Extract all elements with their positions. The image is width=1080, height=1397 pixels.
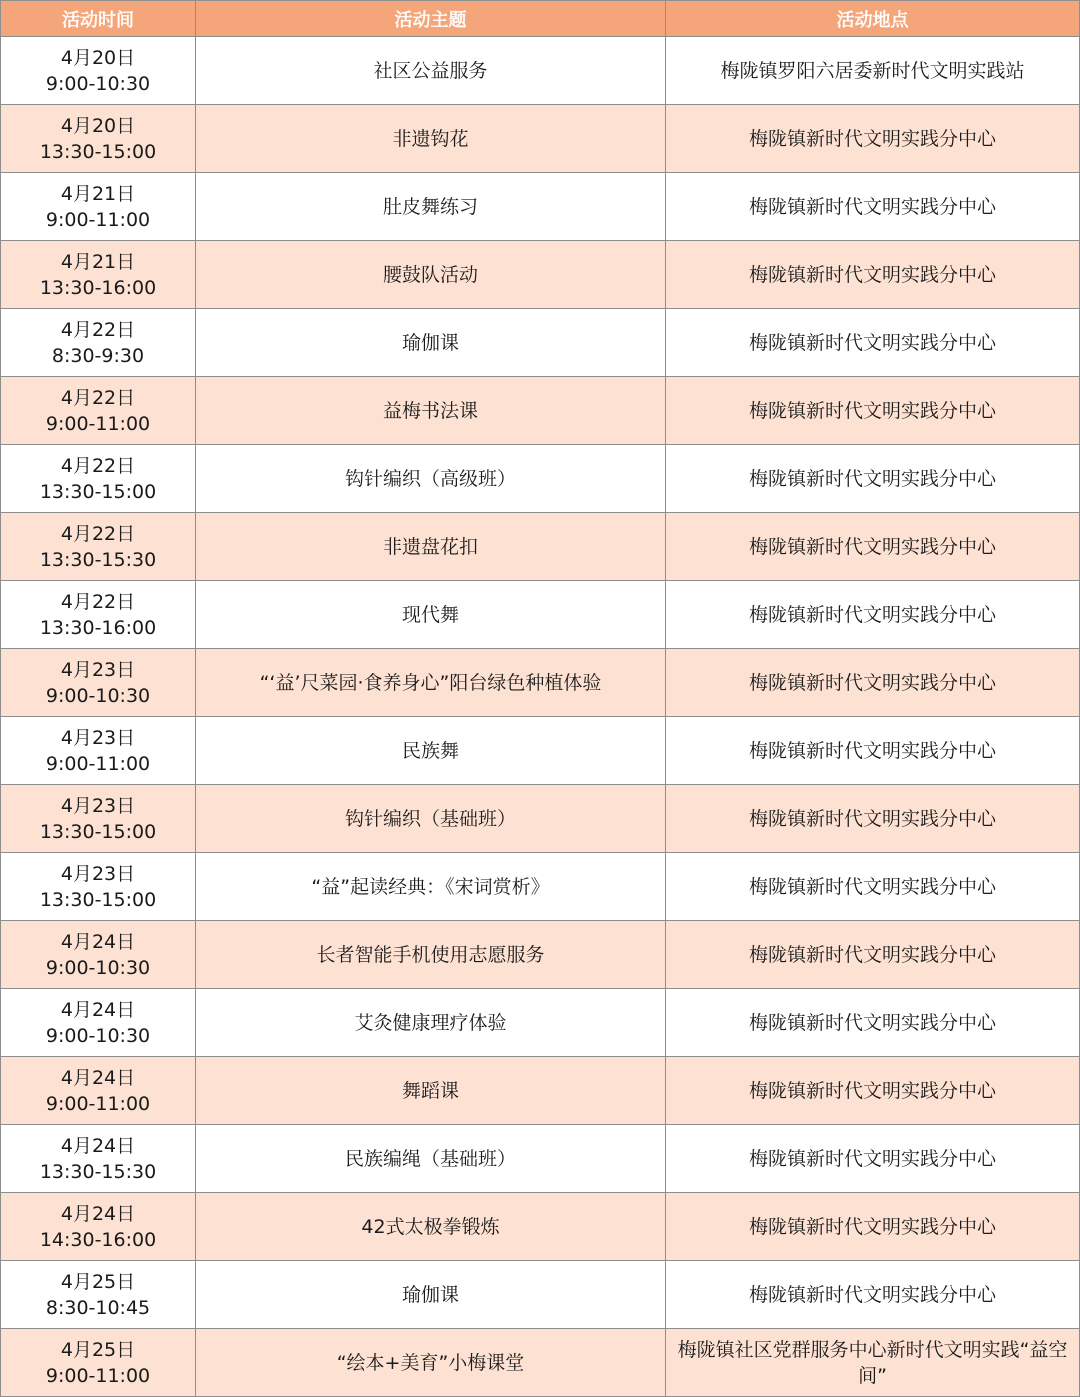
cell-place: 梅陇镇新时代文明实践分中心: [666, 921, 1080, 989]
cell-place: 梅陇镇新时代文明实践分中心: [666, 581, 1080, 649]
cell-topic: 舞蹈课: [196, 1057, 666, 1125]
cell-time: [1, 1125, 196, 1193]
cell-place: 梅陇镇新时代文明实践分中心: [666, 309, 1080, 377]
cell-topic: “益”起读经典：《宋词赏析》: [196, 853, 666, 921]
activity-date: 4月24日: [60, 930, 136, 953]
activity-date: 4月22日: [60, 590, 136, 613]
cell-topic: 42式太极拳锻炼: [196, 1193, 666, 1261]
cell-time: [1, 105, 196, 173]
activity-time-range: 13:30-15:30: [39, 548, 157, 571]
table-row: [1, 989, 1080, 1057]
cell-place: 梅陇镇新时代文明实践分中心: [666, 105, 1080, 173]
table-row: [1, 1329, 1080, 1397]
activity-time-range: 8:30-9:30: [51, 344, 145, 367]
table-row: [1, 1261, 1080, 1329]
activity-time-range: 9:00-11:00: [45, 1364, 151, 1387]
table-row: [1, 921, 1080, 989]
cell-topic: 瑜伽课: [196, 1261, 666, 1329]
cell-topic: 钩针编织（基础班）: [196, 785, 666, 853]
cell-topic: 民族编绳（基础班）: [196, 1125, 666, 1193]
cell-place: 梅陇镇新时代文明实践分中心: [666, 1193, 1080, 1261]
activity-time-range: 13:30-16:00: [39, 616, 157, 639]
cell-place: 梅陇镇新时代文明实践分中心: [666, 989, 1080, 1057]
cell-place: 梅陇镇新时代文明实践分中心: [666, 173, 1080, 241]
cell-time: [1, 989, 196, 1057]
cell-place: 梅陇镇罗阳六居委新时代文明实践站: [666, 37, 1080, 105]
cell-time: [1, 513, 196, 581]
activity-date: 4月23日: [60, 726, 136, 749]
activity-time-range: 9:00-10:30: [45, 72, 151, 95]
cell-time: [1, 309, 196, 377]
table-row: [1, 649, 1080, 717]
cell-time: [1, 37, 196, 105]
activity-date: 4月23日: [60, 862, 136, 885]
cell-topic: “绘本+美育”小梅课堂: [196, 1329, 666, 1397]
table-row: [1, 377, 1080, 445]
header-time: 活动时间: [1, 1, 196, 37]
cell-time: [1, 1193, 196, 1261]
activity-time-range: 9:00-11:00: [45, 1092, 151, 1115]
cell-topic: 现代舞: [196, 581, 666, 649]
table-row: [1, 1193, 1080, 1261]
cell-time: [1, 717, 196, 785]
cell-time: [1, 853, 196, 921]
activity-time-range: 9:00-10:30: [45, 684, 151, 707]
activity-date: 4月23日: [60, 658, 136, 681]
activity-time-range: 13:30-16:00: [39, 276, 157, 299]
table-row: [1, 717, 1080, 785]
activity-date: 4月25日: [60, 1338, 136, 1361]
table-row: [1, 513, 1080, 581]
cell-topic: 长者智能手机使用志愿服务: [196, 921, 666, 989]
activity-time-range: 13:30-15:30: [39, 1160, 157, 1183]
cell-time: [1, 921, 196, 989]
table-row: [1, 37, 1080, 105]
cell-topic: 腰鼓队活动: [196, 241, 666, 309]
header-topic: 活动主题: [196, 1, 666, 37]
activity-time-range: 13:30-15:00: [39, 140, 157, 163]
cell-time: [1, 649, 196, 717]
cell-topic: 民族舞: [196, 717, 666, 785]
activity-date: 4月24日: [60, 1066, 136, 1089]
cell-place: 梅陇镇新时代文明实践分中心: [666, 377, 1080, 445]
cell-time: [1, 1057, 196, 1125]
cell-topic: 肚皮舞练习: [196, 173, 666, 241]
cell-time: [1, 445, 196, 513]
cell-time: [1, 377, 196, 445]
table-body: [1, 37, 1080, 1397]
cell-time: [1, 241, 196, 309]
cell-place: 梅陇镇新时代文明实践分中心: [666, 649, 1080, 717]
activity-time-range: 8:30-10:45: [45, 1296, 151, 1319]
cell-time: [1, 581, 196, 649]
table-row: [1, 581, 1080, 649]
cell-topic: “‘益’尺菜园·食养身心”阳台绿色种植体验: [196, 649, 666, 717]
activity-date: 4月22日: [60, 522, 136, 545]
activity-date: 4月22日: [60, 454, 136, 477]
cell-place: 梅陇镇新时代文明实践分中心: [666, 853, 1080, 921]
activity-date: 4月20日: [60, 114, 136, 137]
cell-time: [1, 1329, 196, 1397]
activity-date: 4月24日: [60, 1202, 136, 1225]
cell-time: [1, 785, 196, 853]
cell-place: 梅陇镇新时代文明实践分中心: [666, 717, 1080, 785]
activity-time-range: 9:00-10:30: [45, 1024, 151, 1047]
cell-topic: 非遗钩花: [196, 105, 666, 173]
activity-time-range: 13:30-15:00: [39, 480, 157, 503]
cell-topic: 钩针编织（高级班）: [196, 445, 666, 513]
activity-date: 4月21日: [60, 250, 136, 273]
cell-topic: 益梅书法课: [196, 377, 666, 445]
cell-place: 梅陇镇新时代文明实践分中心: [666, 1057, 1080, 1125]
activity-date: 4月22日: [60, 386, 136, 409]
activity-date: 4月24日: [60, 998, 136, 1021]
cell-place: 梅陇镇新时代文明实践分中心: [666, 1261, 1080, 1329]
activity-time-range: 9:00-11:00: [45, 412, 151, 435]
activity-date: 4月25日: [60, 1270, 136, 1293]
cell-place: 梅陇镇新时代文明实践分中心: [666, 1125, 1080, 1193]
cell-time: [1, 1261, 196, 1329]
cell-topic: 非遗盘花扣: [196, 513, 666, 581]
table-row: [1, 1057, 1080, 1125]
cell-place: 梅陇镇社区党群服务中心新时代文明实践“益空间”: [666, 1329, 1080, 1397]
table-row: [1, 105, 1080, 173]
activity-date: 4月24日: [60, 1134, 136, 1157]
cell-time: [1, 173, 196, 241]
cell-place: 梅陇镇新时代文明实践分中心: [666, 785, 1080, 853]
activity-date: 4月21日: [60, 182, 136, 205]
activity-time-range: 13:30-15:00: [39, 820, 157, 843]
cell-topic: 艾灸健康理疗体验: [196, 989, 666, 1057]
activity-date: 4月22日: [60, 318, 136, 341]
table-header-row: [1, 1, 1080, 37]
table-row: [1, 445, 1080, 513]
table-row: [1, 1125, 1080, 1193]
table-row: [1, 785, 1080, 853]
activity-time-range: 9:00-11:00: [45, 208, 151, 231]
cell-place: 梅陇镇新时代文明实践分中心: [666, 445, 1080, 513]
cell-topic: 社区公益服务: [196, 37, 666, 105]
table-row: [1, 309, 1080, 377]
table-row: [1, 173, 1080, 241]
activity-date: 4月20日: [60, 46, 136, 69]
activity-date: 4月23日: [60, 794, 136, 817]
activity-time-range: 14:30-16:00: [39, 1228, 157, 1251]
cell-place: 梅陇镇新时代文明实践分中心: [666, 241, 1080, 309]
cell-topic: 瑜伽课: [196, 309, 666, 377]
activity-time-range: 9:00-11:00: [45, 752, 151, 775]
activity-time-range: 13:30-15:00: [39, 888, 157, 911]
activity-time-range: 9:00-10:30: [45, 956, 151, 979]
cell-place: 梅陇镇新时代文明实践分中心: [666, 513, 1080, 581]
table-row: [1, 241, 1080, 309]
header-place: 活动地点: [666, 1, 1080, 37]
table-row: [1, 853, 1080, 921]
